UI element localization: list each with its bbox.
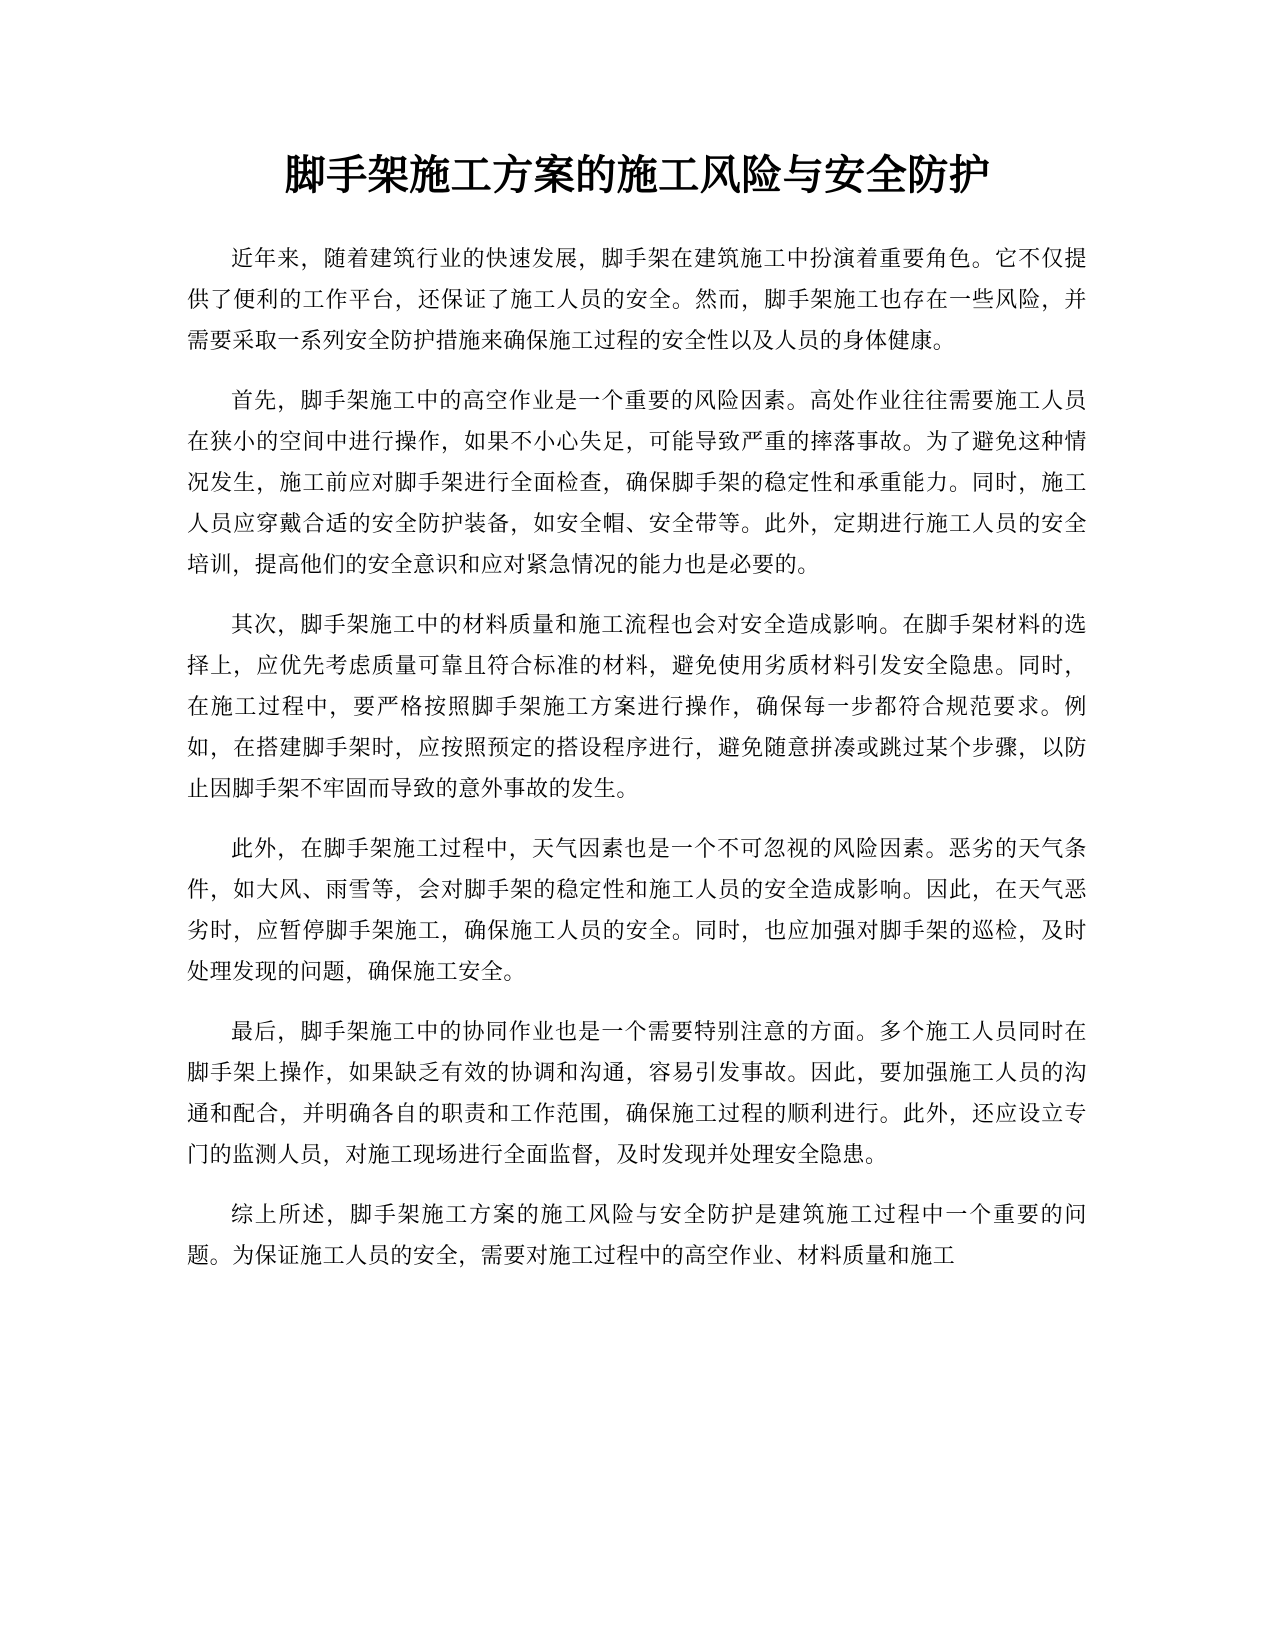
document-body [187,239,1087,1296]
paragraph-intro: 近年来，随着建筑行业的快速发展，脚手架在建筑施工中扮演着重要角色。它不仅提供了便利的工作平台，还保证了施工人员的安全。然而，脚手架施工也存在一些风险，并需要采取一系列安全防护措施来确保施工过程的安全性以及人员的身体健康。 [187,247,1087,354]
paragraph-high-altitude-work: 首先，脚手架施工中的高空作业是一个重要的风险因素。高处作业往往需要施工人员在狭小的空间中进行操作，如果不小心失足，可能导致严重的摔落事故。为了避免这种情况发生，施工前应对脚手架进行全面检查，确保脚手架的稳定性和承重能力。同时，施工人员应穿戴合适的安全防护装备，如安全帽、安全带等。此外，定期进行施工人员的安全培训，提高他们的安全意识和应对紧急情况的能力也是必要的。 [187,389,1087,578]
paragraph-materials-and-process: 其次，脚手架施工中的材料质量和施工流程也会对安全造成影响。在脚手架材料的选择上，应优先考虑质量可靠且符合标准的材料，避免使用劣质材料引发安全隐患。同时，在施工过程中，要严格按照脚手架施工方案进行操作，确保每一步都符合规范要求。例如，在搭建脚手架时，应按照预定的搭设程序进行，避免随意拼凑或跳过某个步骤，以防止因脚手架不牢固而导致的意外事故的发生。 [187,613,1087,802]
paragraph-weather: 此外，在脚手架施工过程中，天气因素也是一个不可忽视的风险因素。恶劣的天气条件，如大风、雨雪等，会对脚手架的稳定性和施工人员的安全造成影响。因此，在天气恶劣时，应暂停脚手架施工，确保施工人员的安全。同时，也应加强对脚手架的巡检，及时处理发现的问题，确保施工安全。 [187,837,1087,985]
paragraph-conclusion: 综上所述，脚手架施工方案的施工风险与安全防护是建筑施工过程中一个重要的问题。为保证施工人员的安全，需要对施工过程中的高空作业、材料质量和施工 [187,1203,1087,1269]
paragraph-coordination: 最后，脚手架施工中的协同作业也是一个需要特别注意的方面。多个施工人员同时在脚手架上操作，如果缺乏有效的协调和沟通，容易引发事故。因此，要加强施工人员的沟通和配合，并明确各自的职责和工作范围，确保施工过程的顺利进行。此外，还应设立专门的监测人员，对施工现场进行全面监督，及时发现并处理安全隐患。 [187,1020,1087,1168]
document-title: 脚手架施工方案的施工风险与安全防护 [284,151,991,199]
